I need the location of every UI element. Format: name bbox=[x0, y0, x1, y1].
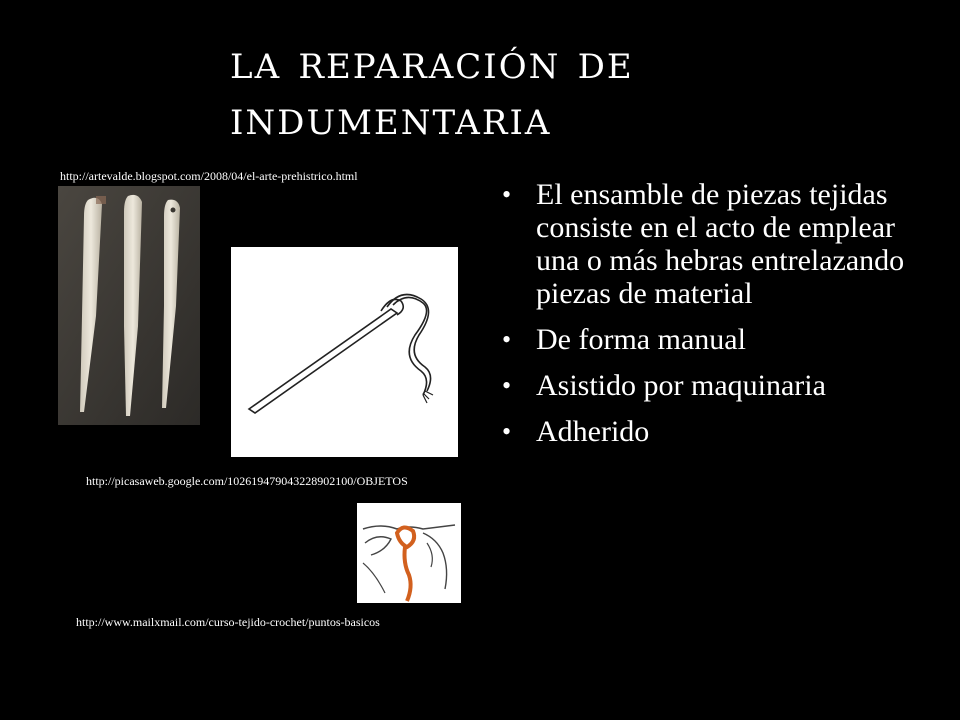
bullet-item bbox=[498, 415, 918, 448]
crochet-image bbox=[357, 503, 461, 603]
bullet-item bbox=[498, 369, 918, 402]
bullet-dot: • bbox=[502, 417, 512, 446]
bullet-dot: • bbox=[502, 180, 512, 209]
bullet-item bbox=[498, 323, 918, 356]
bullet-text: De forma manual bbox=[536, 323, 746, 356]
needle-drawing-image bbox=[231, 247, 458, 457]
bullet-list bbox=[498, 178, 918, 461]
caption-needle-url: http://picasaweb.google.com/102619479043228902100/OBJETOS bbox=[86, 474, 408, 488]
needle-with-thread-illustration bbox=[231, 247, 458, 457]
bullet-dot: • bbox=[502, 371, 512, 400]
bone-needles-illustration bbox=[58, 186, 200, 425]
bullet-dot: • bbox=[502, 325, 512, 354]
bullet-text: El ensamble de piezas tejidas consiste en el acto de emplear una o más hebras entrelazando piezas de material bbox=[536, 178, 905, 310]
bullet-item bbox=[498, 178, 918, 310]
caption-crochet-url: http://www.mailxmail.com/curso-tejido-crochet/puntos-basicos bbox=[76, 615, 380, 629]
bullet-text: Adherido bbox=[536, 415, 650, 448]
crochet-hands-illustration bbox=[357, 503, 461, 603]
caption-bones-url: http://artevalde.blogspot.com/2008/04/el-arte-prehistrico.html bbox=[60, 169, 358, 183]
bullet-text: Asistido por maquinaria bbox=[536, 369, 826, 402]
bone-needles-image bbox=[58, 186, 200, 425]
slide-title: la reparación de indumentaria bbox=[230, 34, 634, 146]
